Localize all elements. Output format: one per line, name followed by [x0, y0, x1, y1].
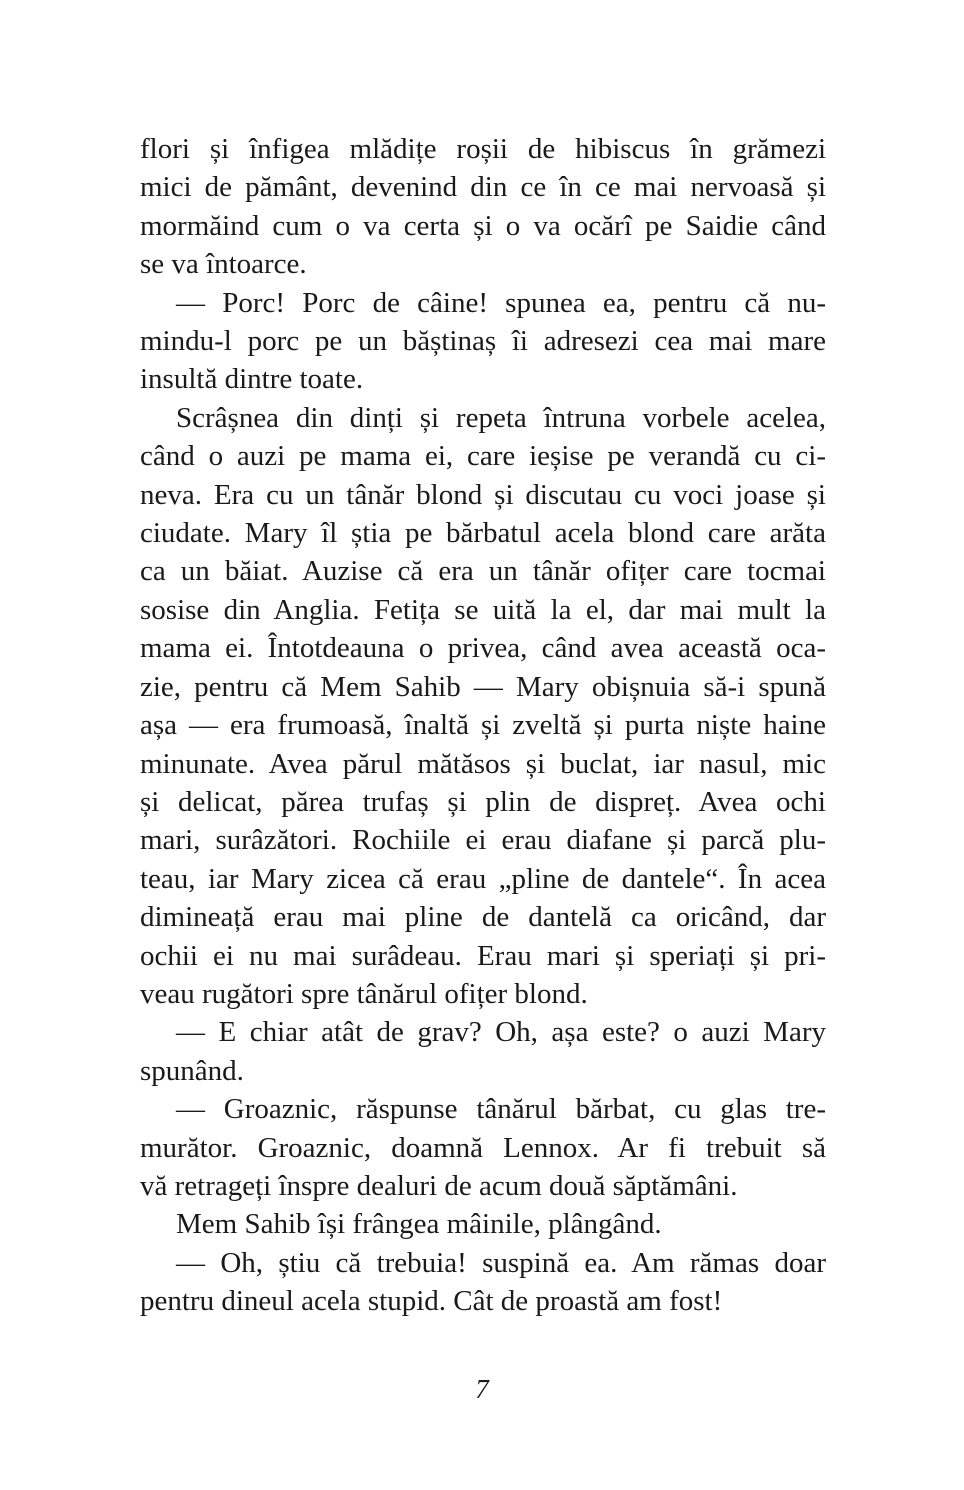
text-line: spunând.	[140, 1054, 244, 1087]
text-line: și delicat, părea trufaș și plin de dispreț. Avea ochi	[140, 785, 826, 818]
text-line: Scrâșnea din dinți și repeta întruna vorbele acelea,	[176, 401, 826, 434]
text-line: ochii ei nu mai surâdeau. Erau mari și speriați și pri-	[140, 939, 826, 972]
text-line: — Groaznic, răspunse tânărul bărbat, cu glas tre-	[176, 1093, 826, 1126]
text-line: când o auzi pe mama ei, care ieșise pe verandă cu ci-	[140, 440, 826, 473]
text-line: ca un băiat. Auzise că era un tânăr ofițer care tocmai	[140, 555, 826, 588]
text-block	[140, 130, 826, 1321]
text-line: mici de pământ, devenind din ce în ce mai nervoasă și	[140, 171, 826, 204]
text-line: mari, surâzători. Rochiile ei erau diafane și parcă plu-	[140, 824, 826, 857]
text-line: se va întoarce.	[140, 248, 307, 281]
text-line: minunate. Avea părul mătăsos și buclat, iar nasul, mic	[140, 747, 826, 780]
text-line: insultă dintre toate.	[140, 363, 364, 396]
text-line: mindu-l porc pe un băștinaș îi adresezi cea mai mare	[140, 325, 826, 358]
text-line: — E chiar atât de grav? Oh, așa este? o auzi Mary	[176, 1016, 826, 1049]
text-line: veau rugători spre tânărul ofițer blond.	[140, 977, 588, 1010]
text-line: vă retrageți înspre dealuri de acum două săptămâni.	[140, 1169, 738, 1202]
text-line: neva. Era cu un tânăr blond și discutau cu voci joase și	[140, 478, 826, 511]
text-line: dimineață erau mai pline de dantelă ca oricând, dar	[140, 901, 826, 934]
text-line: teau, iar Mary zicea că erau „pline de dantele“. În acea	[140, 862, 826, 895]
page-number: 7	[475, 1374, 489, 1404]
text-line: — Oh, știu că trebuia! suspină ea. Am rămas doar	[176, 1246, 826, 1279]
text-line: ciudate. Mary îl știa pe bărbatul acela blond care arăta	[140, 517, 826, 550]
text-line: murător. Groaznic, doamnă Lennox. Ar fi trebuit să	[140, 1131, 826, 1164]
text-line: zie, pentru că Mem Sahib — Mary obișnuia să-i spună	[140, 670, 826, 703]
text-line: așa — era frumoasă, înaltă și zveltă și purta niște haine	[140, 709, 826, 742]
text-line: flori și înfigea mlădițe roșii de hibiscus în grămezi	[140, 133, 826, 165]
text-line: pentru dineul acela stupid. Cât de proastă am fost!	[140, 1285, 723, 1318]
text-line: sosise din Anglia. Fetița se uită la el, dar mai mult la	[140, 593, 826, 626]
text-line: Mem Sahib își frângea mâinile, plângând.	[176, 1208, 662, 1241]
text-line: mama ei. Întotdeauna o privea, când avea această oca-	[140, 632, 826, 665]
text-line: — Porc! Porc de câine! spunea ea, pentru că nu-	[176, 286, 826, 319]
text-line: mormăind cum o va certa și o va ocărî pe Saidie când	[140, 209, 826, 242]
